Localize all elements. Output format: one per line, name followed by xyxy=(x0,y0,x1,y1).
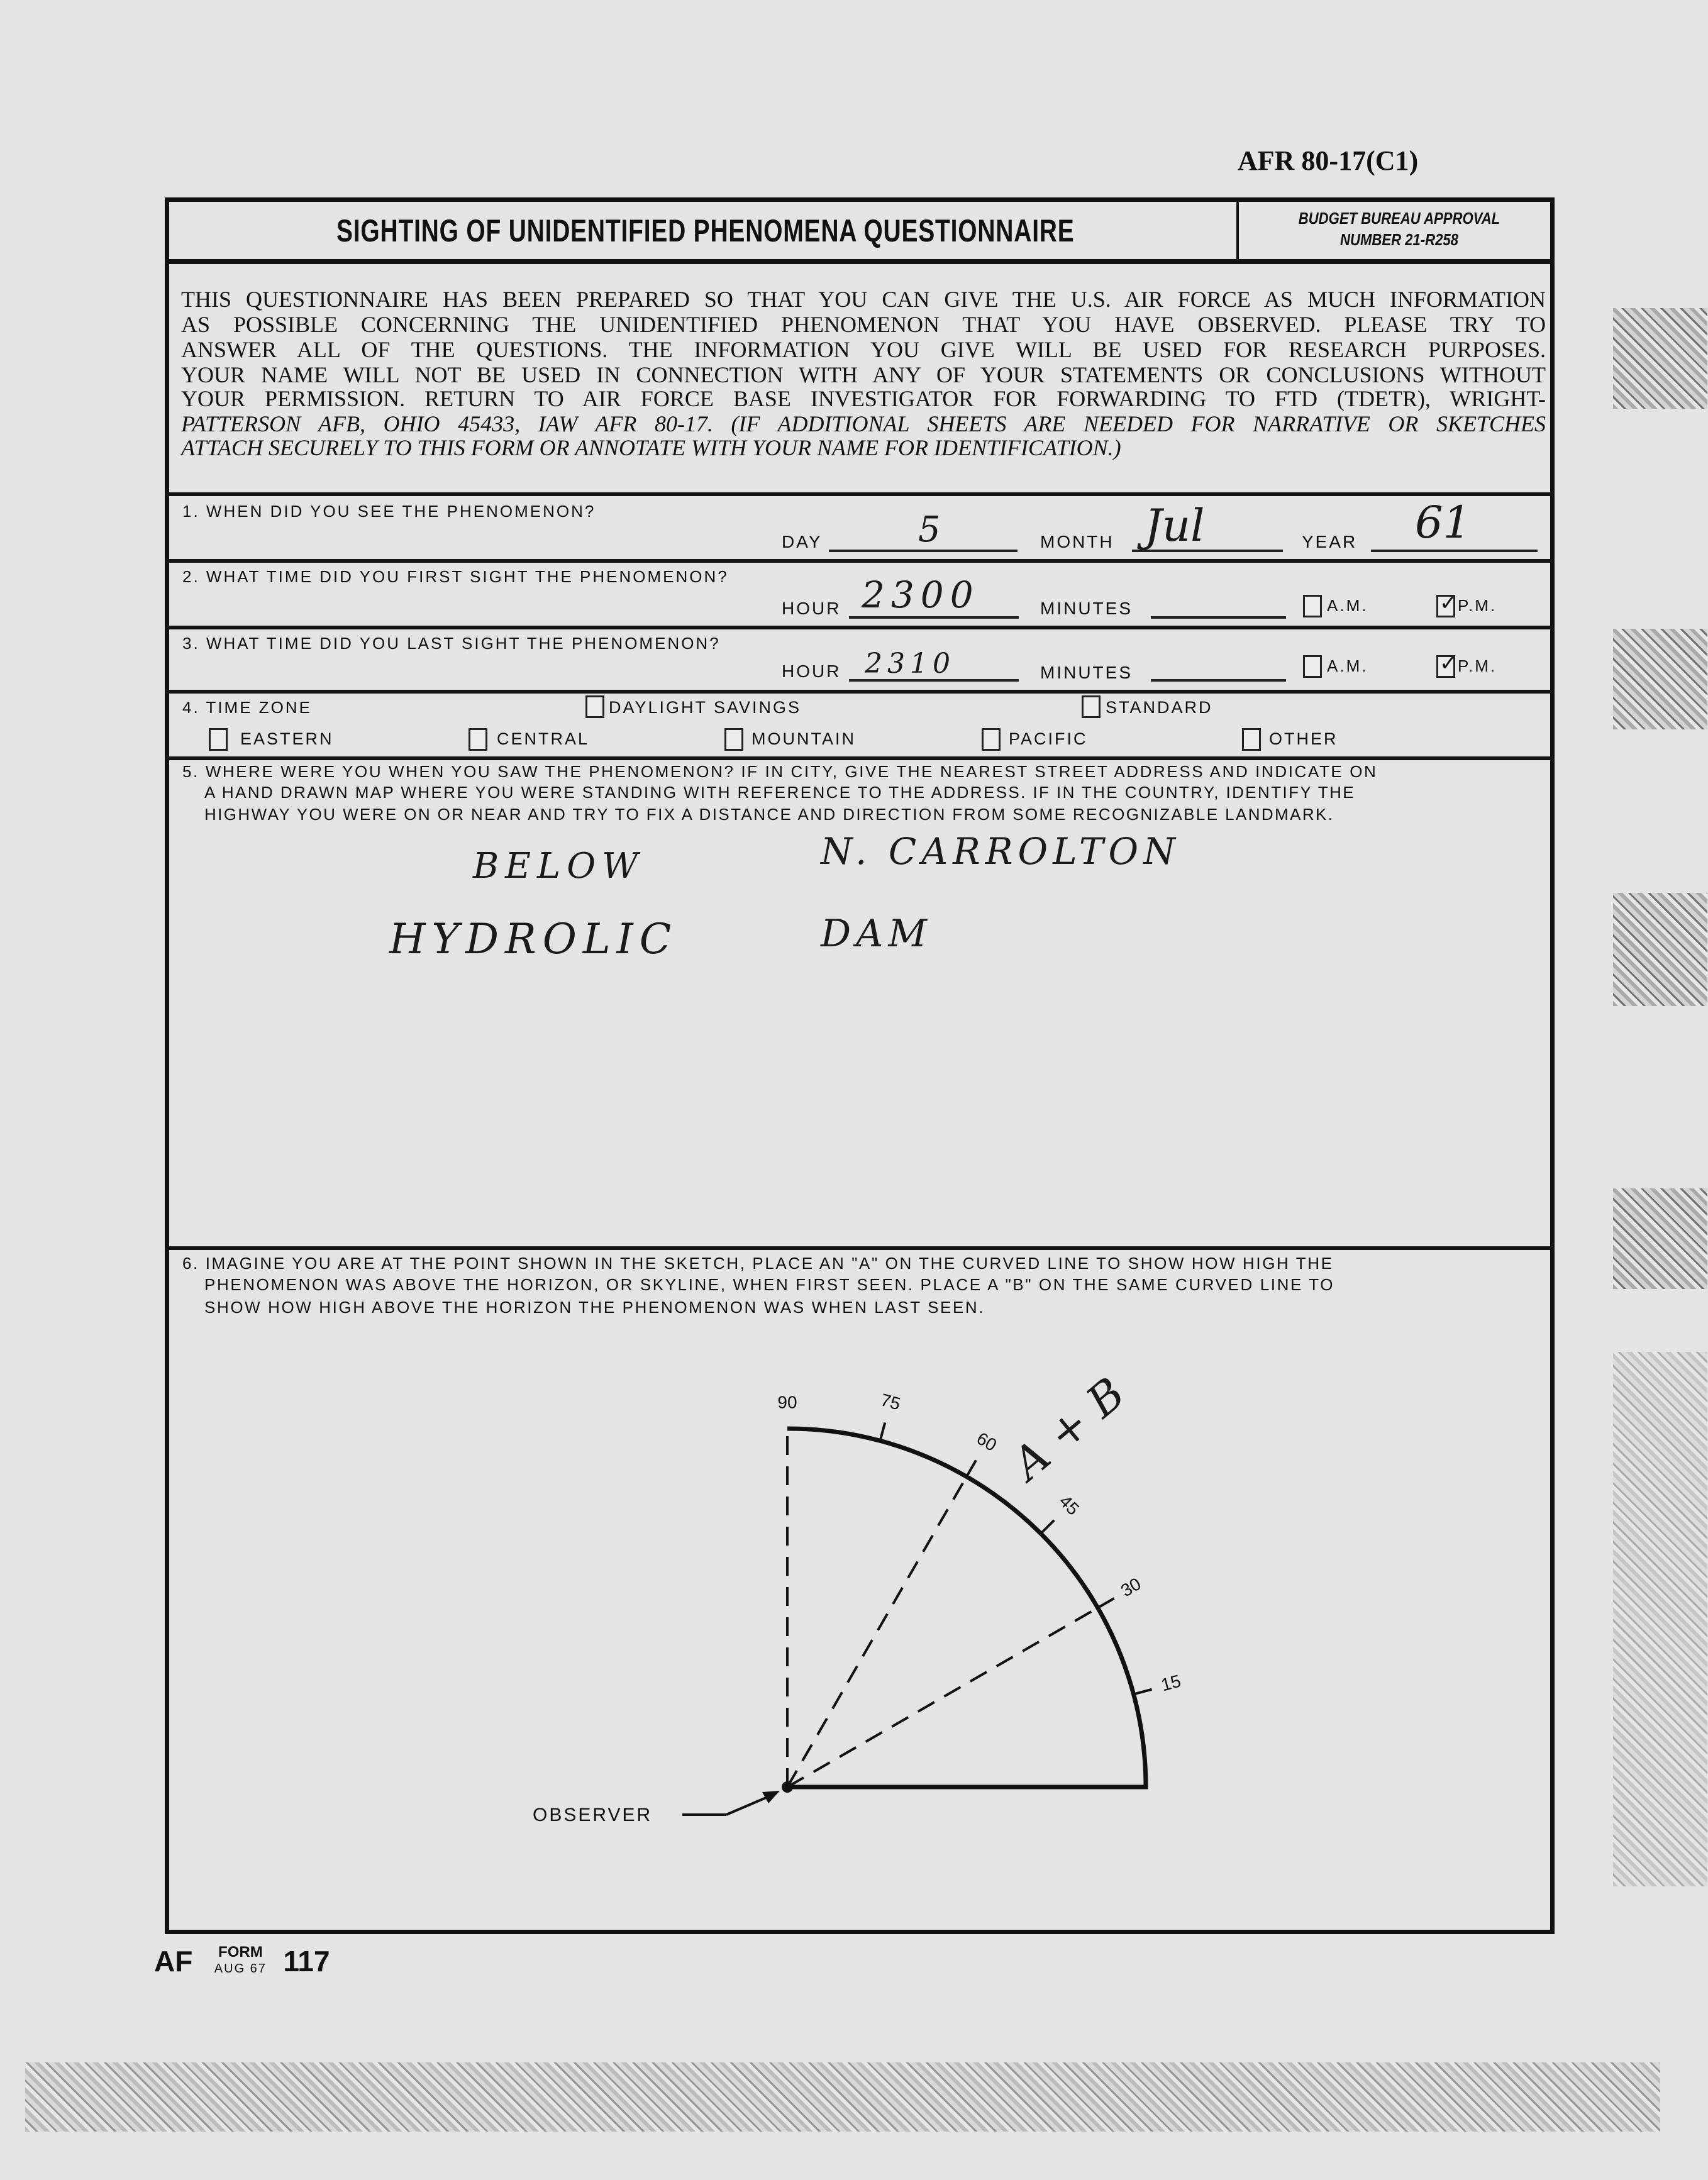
standard-label: STANDARD xyxy=(1106,698,1213,717)
q5-answer[interactable]: HYDROLIC xyxy=(389,915,678,963)
tick-label-75: 75 xyxy=(879,1390,903,1414)
tick-label-60: 60 xyxy=(973,1428,1001,1456)
pacific-label: PACIFIC xyxy=(1009,729,1088,748)
tick-label-15: 15 xyxy=(1158,1671,1183,1695)
q2-hour-label: HOUR xyxy=(782,599,841,618)
observer-arrow xyxy=(682,1791,780,1815)
q5-answer[interactable]: N. CARROLTON xyxy=(821,830,1180,873)
tick-label-30: 30 xyxy=(1117,1573,1145,1601)
eastern-label: EASTERN xyxy=(240,729,334,748)
year-label: YEAR xyxy=(1302,532,1358,551)
q6-text-line: 6. IMAGINE YOU ARE AT THE POINT SHOWN IN THE SKETCH, PLACE AN "A" ON THE CURVED LINE TO SHOW HOW HIGH THE xyxy=(182,1254,1334,1273)
q3-am-label: A.M. xyxy=(1327,656,1368,675)
q5-answer[interactable]: DAM xyxy=(821,912,932,956)
intro-line: THIS QUESTIONNAIRE HAS BEEN PREPARED SO THAT YOU CAN GIVE THE U.S. AIR FORCE AS MUCH INFORMATION xyxy=(181,287,1546,312)
q5-text-line: HIGHWAY YOU WERE ON OR NEAR AND TRY TO FIX A DISTANCE AND DIRECTION FROM SOME RECOGNIZABLE LANDMARK. xyxy=(204,805,1334,824)
month-field[interactable]: Jul xyxy=(1145,500,1205,551)
tick-label-45: 45 xyxy=(1055,1491,1084,1519)
q5-text-line: A HAND DRAWN MAP WHERE YOU WERE STANDING WITH REFERENCE TO THE ADDRESS. IF IN THE COUNTRY, IDENTIFY THE xyxy=(204,783,1356,802)
year-field[interactable]: 61 xyxy=(1415,497,1472,548)
q6-text-line: PHENOMENON WAS ABOVE THE HORIZON, OR SKYLINE, WHEN FIRST SEEN. PLACE A "B" ON THE SAME CURVED LINE TO xyxy=(204,1275,1335,1294)
regulation-number: AFR 80-17(C1) xyxy=(1238,145,1419,176)
daylight-savings-label: DAYLIGHT SAVINGS xyxy=(609,698,802,717)
budget-line-2: NUMBER 21-R258 xyxy=(1340,230,1458,249)
q3-minutes-label: MINUTES xyxy=(1040,663,1133,682)
q2-pm-label: P.M. xyxy=(1458,596,1497,615)
q2-minutes-label: MINUTES xyxy=(1040,599,1133,618)
intro-line: ATTACH SECURELY TO THIS FORM OR ANNOTATE WITH YOUR NAME FOR IDENTIFICATION.) xyxy=(181,435,1121,460)
q3-hour-label: HOUR xyxy=(782,661,841,681)
observer-point xyxy=(782,1781,793,1793)
footer-form: FORM xyxy=(218,1944,263,1961)
other-label: OTHER xyxy=(1269,729,1338,748)
q6-text-line: SHOW HOW HIGH ABOVE THE HORIZON THE PHENOMENON WAS WHEN LAST SEEN. xyxy=(204,1298,985,1317)
day-label: DAY xyxy=(782,532,823,551)
footer-af: AF xyxy=(154,1945,193,1978)
q2-label: 2. WHAT TIME DID YOU FIRST SIGHT THE PHENOMENON? xyxy=(182,567,729,586)
intro-line: PATTERSON AFB, OHIO 45433, IAW AFR 80-17. (IF ADDITIONAL SHEETS ARE NEEDED FOR NARRATIVE OR SKETCHES xyxy=(181,411,1546,436)
sight-line-30 xyxy=(787,1608,1098,1787)
mountain-label: MOUNTAIN xyxy=(751,729,856,748)
tick-30 xyxy=(1098,1598,1114,1608)
form-footer xyxy=(154,1944,330,1978)
budget-line-1: BUDGET BUREAU APPROVAL xyxy=(1298,209,1500,228)
intro-line: YOUR NAME WILL NOT BE USED IN CONNECTION WITH ANY OF YOUR STATEMENTS OR CONCLUSIONS WITHOUT xyxy=(181,362,1546,387)
q5-text-line: 5. WHERE WERE YOU WHEN YOU SAW THE PHENOMENON? IF IN CITY, GIVE THE NEAREST STREET ADDRESS AND INDICATE ON xyxy=(182,762,1378,781)
intro-line: YOUR PERMISSION. RETURN TO AIR FORCE BASE INVESTIGATOR FOR FORWARDING TO FTD (TDETR), WRIGHT- xyxy=(181,386,1546,411)
q2-am-label: A.M. xyxy=(1327,596,1368,615)
elevation-arc xyxy=(787,1429,1146,1787)
footer-number: 117 xyxy=(283,1945,330,1978)
central-label: CENTRAL xyxy=(497,729,590,748)
q4-label: 4. TIME ZONE xyxy=(182,698,312,717)
q5-answer[interactable]: BELOW xyxy=(473,846,645,887)
tick-75 xyxy=(880,1422,885,1441)
month-label: MONTH xyxy=(1040,532,1114,551)
intro-line: AS POSSIBLE CONCERNING THE UNIDENTIFIED PHENOMENON THAT YOU HAVE OBSERVED. PLEASE TRY TO xyxy=(181,312,1546,337)
q3-label: 3. WHAT TIME DID YOU LAST SIGHT THE PHENOMENON? xyxy=(182,634,721,653)
q2-hour-field[interactable]: 2300 xyxy=(862,573,980,616)
observer-label: OBSERVER xyxy=(533,1805,653,1825)
intro-line: ANSWER ALL OF THE QUESTIONS. THE INFORMATION YOU GIVE WILL BE USED FOR RESEARCH PURPOSES. xyxy=(181,337,1546,362)
q1-label: 1. WHEN DID YOU SEE THE PHENOMENON? xyxy=(182,502,596,521)
tick-label-90: 90 xyxy=(777,1392,797,1412)
q3-pm-label: P.M. xyxy=(1458,656,1497,675)
tick-15 xyxy=(1134,1690,1152,1695)
form-title: SIGHTING OF UNIDENTIFIED PHENOMENA QUESTIONNAIRE xyxy=(336,213,1075,248)
sight-line-60 xyxy=(787,1476,967,1787)
day-field[interactable]: 5 xyxy=(918,509,941,550)
tick-60 xyxy=(967,1460,976,1476)
footer-date: AUG 67 xyxy=(214,1962,267,1976)
q3-hour-field[interactable]: 2310 xyxy=(865,648,955,680)
tick-45 xyxy=(1041,1520,1054,1534)
handwritten-a-b-mark: A + B xyxy=(1002,1367,1135,1490)
